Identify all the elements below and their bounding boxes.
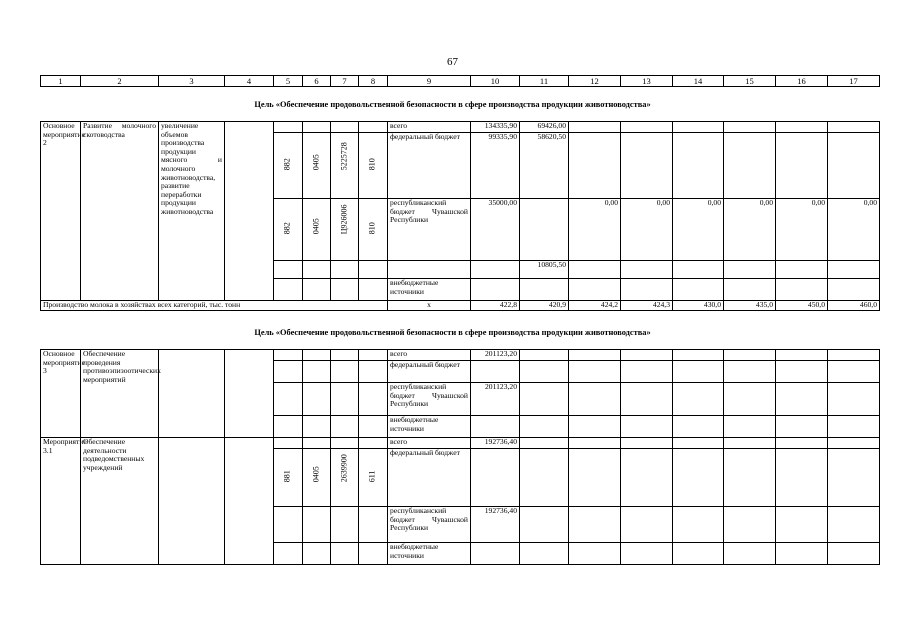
value-cell: 201123,20 bbox=[471, 350, 520, 361]
goal-heading: Цель «Обеспечение продовольственной безопасности в сфере производства продукции животноводства» bbox=[254, 328, 651, 337]
code-cell: 810 bbox=[367, 158, 377, 171]
event-goal-cell: увеличение объемов производства продукции мясного и молочного животноводства, развитие переработки продукции животноводства bbox=[159, 122, 225, 301]
value-cell: 10805,50 bbox=[520, 261, 569, 279]
column-number-header bbox=[40, 75, 880, 87]
code-cell: 0405 bbox=[311, 218, 321, 235]
code-cell: 0405 bbox=[311, 154, 321, 171]
indicator-label: Производство молока в хозяйствах всех категорий, тыс. тонн bbox=[41, 301, 388, 311]
header-cell: 11 bbox=[520, 76, 569, 87]
value-cell: 0,00 bbox=[569, 199, 621, 261]
code-cell: 882 bbox=[282, 222, 292, 235]
value-cell: 99335,90 bbox=[471, 133, 520, 199]
value-cell: 58620,50 bbox=[520, 133, 569, 199]
header-cell: 8 bbox=[359, 76, 388, 87]
value-cell: 134335,90 bbox=[471, 122, 520, 133]
header-cell: 7 bbox=[331, 76, 359, 87]
header-cell: 9 bbox=[388, 76, 471, 87]
event-name-cell: Основное мероприятие 3 bbox=[41, 350, 81, 438]
indicator-value: 424,3 bbox=[621, 301, 673, 311]
funding-label: внебюджетные источники bbox=[388, 279, 471, 301]
value-cell: 0,00 bbox=[621, 199, 673, 261]
indicator-marker: х bbox=[388, 301, 471, 311]
code-cell: 882 bbox=[282, 158, 292, 171]
header-cell: 15 bbox=[724, 76, 776, 87]
section-1-table bbox=[40, 121, 880, 311]
header-cell: 13 bbox=[621, 76, 673, 87]
funding-label bbox=[388, 261, 471, 279]
empty-cell bbox=[225, 122, 274, 301]
indicator-value: 450,0 bbox=[776, 301, 828, 311]
indicator-value: 422,8 bbox=[471, 301, 520, 311]
indicator-value: 435,0 bbox=[724, 301, 776, 311]
code-cell: 0405 bbox=[311, 466, 321, 483]
code-cell: 611 bbox=[367, 470, 377, 483]
table-row bbox=[41, 438, 880, 449]
indicator-value: 424,2 bbox=[569, 301, 621, 311]
event-title-cell: Обеспечение деятельности подведомственных учреждений bbox=[81, 438, 159, 565]
code-cell: 5225728 bbox=[339, 142, 349, 171]
funding-label: всего bbox=[388, 438, 471, 449]
value-cell: 0,00 bbox=[724, 199, 776, 261]
funding-label: федеральный бюджет bbox=[388, 449, 471, 507]
header-cell: 1 bbox=[41, 76, 81, 87]
value-cell: 192736,40 bbox=[471, 438, 520, 449]
goal-heading: Цель «Обеспечение продовольственной безопасности в сфере производства продукции животноводства» bbox=[254, 100, 651, 109]
value-cell: 0,00 bbox=[776, 199, 828, 261]
value-cell: 69426,00 bbox=[520, 122, 569, 133]
funding-label: федеральный бюджет bbox=[388, 133, 471, 199]
header-cell: 2 bbox=[81, 76, 159, 87]
header-cell: 16 bbox=[776, 76, 828, 87]
header-cell: 14 bbox=[673, 76, 724, 87]
value-cell: 0,00 bbox=[673, 199, 724, 261]
code-cell: 810 bbox=[367, 222, 377, 235]
event-name-cell: Основное мероприятие 2 bbox=[41, 122, 81, 301]
event-title-cell: Обеспечение проведения противоэпизоотических мероприятий bbox=[81, 350, 159, 438]
indicator-value: 420,9 bbox=[520, 301, 569, 311]
funding-label: всего bbox=[388, 122, 471, 133]
event-name-cell: Мероприятие 3.1 bbox=[41, 438, 81, 565]
header-cell: 6 bbox=[303, 76, 331, 87]
funding-label: республиканский бюджет Чувашской Республики bbox=[388, 507, 471, 543]
indicator-row bbox=[41, 301, 880, 311]
indicator-value: 460,0 bbox=[828, 301, 880, 311]
value-cell: 201123,20 bbox=[471, 383, 520, 416]
funding-label: внебюджетные источники bbox=[388, 543, 471, 565]
funding-label: республиканский бюджет Чувашской Республики bbox=[388, 383, 471, 416]
indicator-value: 430,0 bbox=[673, 301, 724, 311]
page-number: 67 bbox=[447, 56, 458, 68]
header-cell: 10 bbox=[471, 76, 520, 87]
funding-label: республиканский бюджет Чувашской Республики bbox=[388, 199, 471, 261]
code-cell: Ц926006 bbox=[339, 204, 349, 235]
header-cell: 4 bbox=[225, 76, 274, 87]
header-cell: 5 bbox=[274, 76, 303, 87]
table-row bbox=[41, 350, 880, 361]
code-cell: 881 bbox=[282, 470, 292, 483]
header-cell: 3 bbox=[159, 76, 225, 87]
funding-label: федеральный бюджет bbox=[388, 361, 471, 383]
value-cell: 0,00 bbox=[828, 199, 880, 261]
header-cell: 17 bbox=[828, 76, 880, 87]
funding-label: внебюджетные источники bbox=[388, 416, 471, 438]
value-cell: 35000,00 bbox=[471, 199, 520, 261]
code-cell: 2639900 bbox=[339, 454, 349, 483]
section-2-table bbox=[40, 349, 880, 565]
funding-label: всего bbox=[388, 350, 471, 361]
table-row bbox=[41, 122, 880, 133]
value-cell: 192736,40 bbox=[471, 507, 520, 543]
header-cell: 12 bbox=[569, 76, 621, 87]
event-title-cell: Развитие молочного скотоводства bbox=[81, 122, 159, 301]
